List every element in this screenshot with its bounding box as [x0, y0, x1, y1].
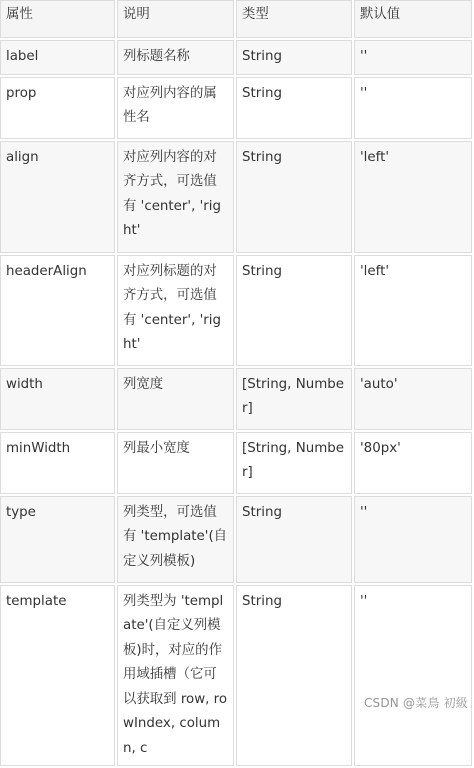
header-description: 说明	[117, 0, 234, 38]
cell-description: 列最小宽度	[117, 432, 234, 494]
table-row	[0, 496, 472, 583]
header-default: 默认值	[354, 0, 472, 38]
table-row	[0, 585, 472, 767]
cell-attribute: label	[0, 40, 115, 75]
cell-description: 列类型为 'template'(自定义列模板)时，对应的作用域插槽（它可以获取到 row, rowIndex, column, c	[117, 585, 234, 767]
cell-default: 'auto'	[354, 368, 472, 430]
cell-type: String	[236, 496, 352, 583]
cell-type: String	[236, 585, 352, 767]
cell-attribute: type	[0, 496, 115, 583]
cell-default: ''	[354, 77, 472, 139]
table-row	[0, 141, 472, 253]
cell-attribute: width	[0, 368, 115, 430]
table-row	[0, 368, 472, 430]
cell-default: ''	[354, 40, 472, 75]
cell-default: 'left'	[354, 141, 472, 253]
watermark: CSDN @菜鳥 初級	[363, 696, 468, 710]
cell-type: [String, Number]	[236, 368, 352, 430]
cell-type: String	[236, 141, 352, 253]
cell-type: [String, Number]	[236, 432, 352, 494]
cell-default: 'left'	[354, 255, 472, 366]
table-row	[0, 40, 472, 75]
cell-description: 对应列内容的对齐方式，可选值有 'center', 'right'	[117, 141, 234, 253]
cell-default: ''	[354, 496, 472, 583]
table-header-row	[0, 0, 472, 38]
cell-attribute: template	[0, 585, 115, 767]
cell-description: 列标题名称	[117, 40, 234, 75]
cell-attribute: minWidth	[0, 432, 115, 494]
cell-attribute: prop	[0, 77, 115, 139]
header-attribute: 属性	[0, 0, 115, 38]
header-type: 类型	[236, 0, 352, 38]
cell-description: 对应列标题的对齐方式，可选值有 'center', 'right'	[117, 255, 234, 366]
cell-attribute: align	[0, 141, 115, 253]
cell-type: String	[236, 40, 352, 75]
cell-default: '80px'	[354, 432, 472, 494]
table-row	[0, 77, 472, 139]
cell-description: 对应列内容的属性名	[117, 77, 234, 139]
cell-default: ''	[354, 585, 472, 767]
cell-type: String	[236, 77, 352, 139]
cell-attribute: headerAlign	[0, 255, 115, 366]
table-row	[0, 255, 472, 366]
cell-description: 列宽度	[117, 368, 234, 430]
cell-type: String	[236, 255, 352, 366]
table-row	[0, 432, 472, 494]
cell-description: 列类型，可选值有 'template'(自定义列模板)	[117, 496, 234, 583]
